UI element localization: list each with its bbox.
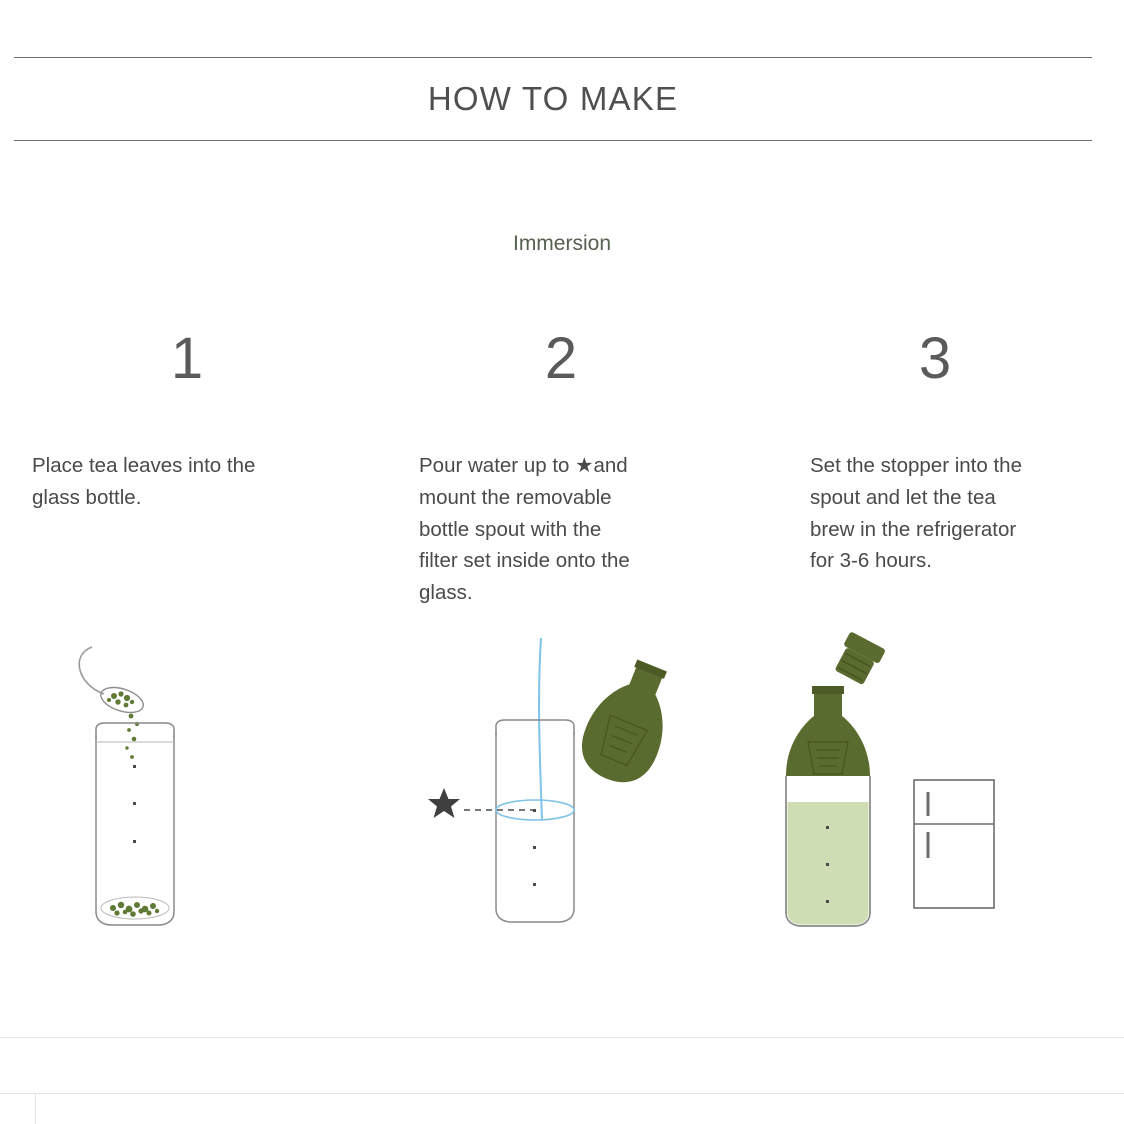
steps-container: [0, 326, 1124, 609]
step-3-text: Set the stopper into the spout and let the tea brew in the refrigerator for 3-6 hours.: [810, 454, 1022, 573]
page-header: [14, 57, 1092, 141]
step-2: [374, 326, 748, 609]
step-1: [0, 326, 374, 609]
step-2-text: Pour water up to ★and mount the removable bottle spout with the filter set inside onto the glass.: [419, 454, 630, 605]
step-3: [748, 326, 1122, 609]
step-2-illustration: [374, 630, 748, 950]
step-3-illustration: [748, 630, 1122, 950]
bottom-tick: [35, 1094, 36, 1124]
bottom-band: [0, 1037, 1124, 1124]
method-label: Immersion: [512, 232, 612, 255]
step-2-number: 2: [544, 326, 578, 391]
step-1-illustration: [0, 630, 374, 950]
step-3-number: 3: [918, 326, 952, 391]
step-1-text: Place tea leaves into the glass bottle.: [32, 454, 256, 509]
step-1-number: 1: [170, 326, 204, 391]
bottom-divider: [0, 1093, 1124, 1094]
page-title: HOW TO MAKE: [427, 80, 679, 117]
